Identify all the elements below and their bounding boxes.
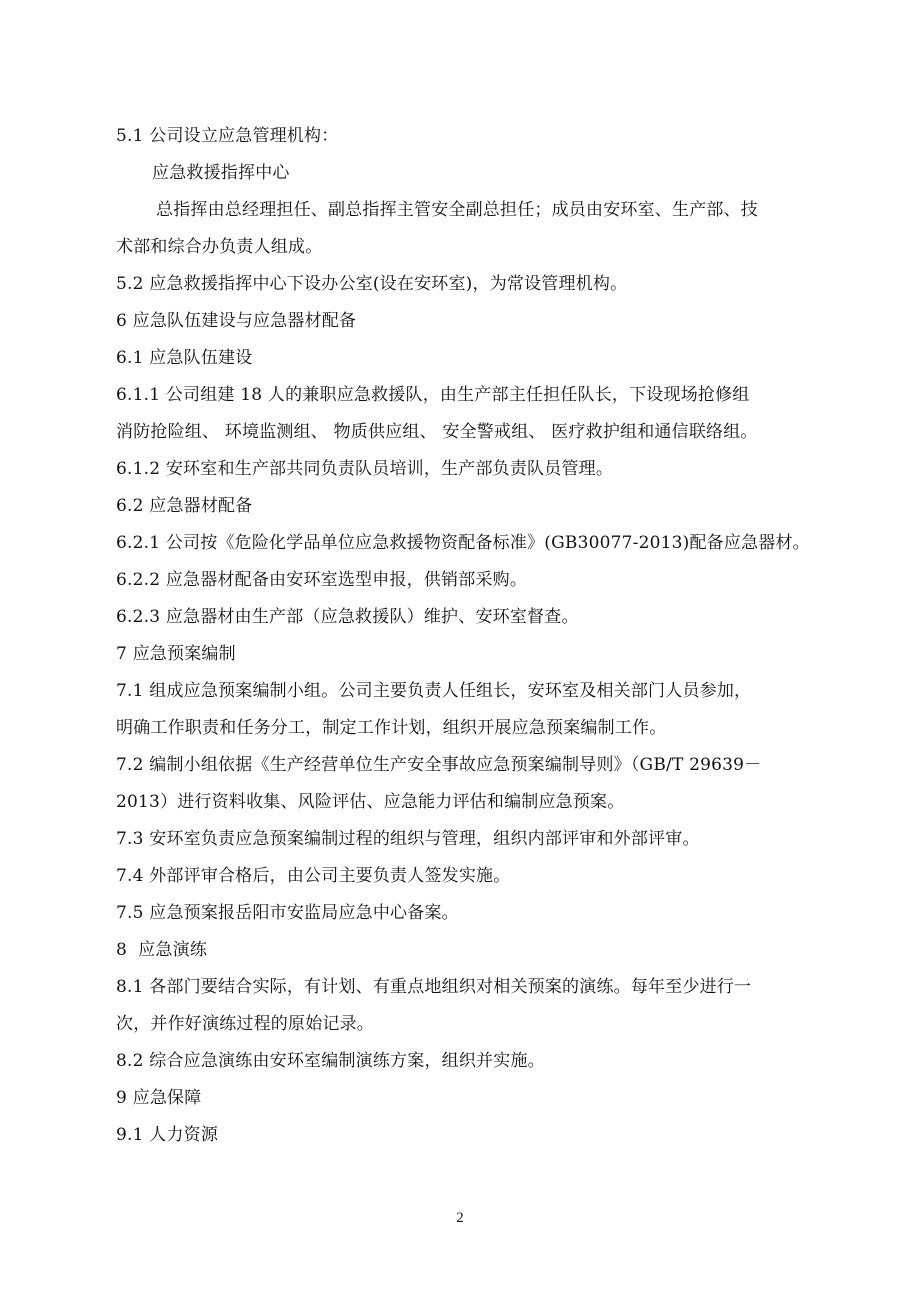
section-heading: 6 应急队伍建设与应急器材配备 [116, 311, 357, 331]
text-line: 8.1 各部门要结合实际，有计划、有重点地组织对相关预案的演练。每年至少进行一 [116, 977, 752, 997]
text-line: 6.2.3 应急器材由生产部（应急救援队）维护、安环室督查。 [116, 607, 579, 627]
section-heading: 8 应急演练 [116, 940, 208, 960]
section-heading: 7 应急预案编制 [116, 644, 236, 664]
text-line: 7.2 编制小组依据《生产经营单位生产安全事故应急预案编制导则》（GB/T 29639－ [116, 755, 762, 775]
text-line: 应急救援指挥中心 [152, 163, 290, 183]
text-line: 7.3 安环室负责应急预案编制过程的组织与管理，组织内部评审和外部评审。 [116, 829, 700, 849]
text-line: 7.5 应急预案报岳阳市安监局应急中心备案。 [116, 903, 459, 923]
text-line: 6.2.1 公司按《危险化学品单位应急救援物资配备标准》(GB30077-2013)配备应急器材。 [116, 533, 810, 553]
subsection-heading: 6.2 应急器材配备 [116, 496, 253, 516]
text-line: 8.2 综合应急演练由安环室编制演练方案，组织并实施。 [116, 1051, 545, 1071]
text-line: 总指挥由总经理担任、副总指挥主管安全副总担任；成员由安环室、生产部、技 [156, 200, 758, 220]
text-line: 7.4 外部评审合格后，由公司主要负责人签发实施。 [116, 866, 511, 886]
subsection-heading: 6.1 应急队伍建设 [116, 348, 253, 368]
text-line: 6.1.1 公司组建 18 人的兼职应急救援队，由生产部主任担任队长，下设现场抢修组 [116, 385, 750, 405]
text-line: 6.1.2 安环室和生产部共同负责队员培训，生产部负责队员管理。 [116, 459, 614, 479]
section-heading: 9 应急保障 [116, 1088, 202, 1108]
text-line: 术部和综合办负责人组成。 [116, 237, 323, 257]
text-line: 2013）进行资料收集、风险评估、应急能力评估和编制应急预案。 [116, 792, 625, 812]
text-line: 7.1 组成应急预案编制小组。公司主要负责人任组长，安环室及相关部门人员参加， [116, 681, 752, 701]
text-line: 明确工作职责和任务分工，制定工作计划，组织开展应急预案编制工作。 [116, 718, 667, 738]
text-line: 6.2.2 应急器材配备由安环室选型申报，供销部采购。 [116, 570, 528, 590]
page-number: 2 [456, 1210, 464, 1226]
text-line: 5.2 应急救援指挥中心下设办公室(设在安环室)，为常设管理机构。 [116, 274, 628, 294]
subsection-heading: 9.1 人力资源 [116, 1125, 219, 1145]
text-line: 消防抢险组、 环境监测组、 物质供应组、 安全警戒组、 医疗救护组和通信联络组。 [116, 422, 758, 442]
text-line: 5.1 公司设立应急管理机构： [116, 126, 339, 146]
text-line: 次，并作好演练过程的原始记录。 [116, 1014, 374, 1034]
